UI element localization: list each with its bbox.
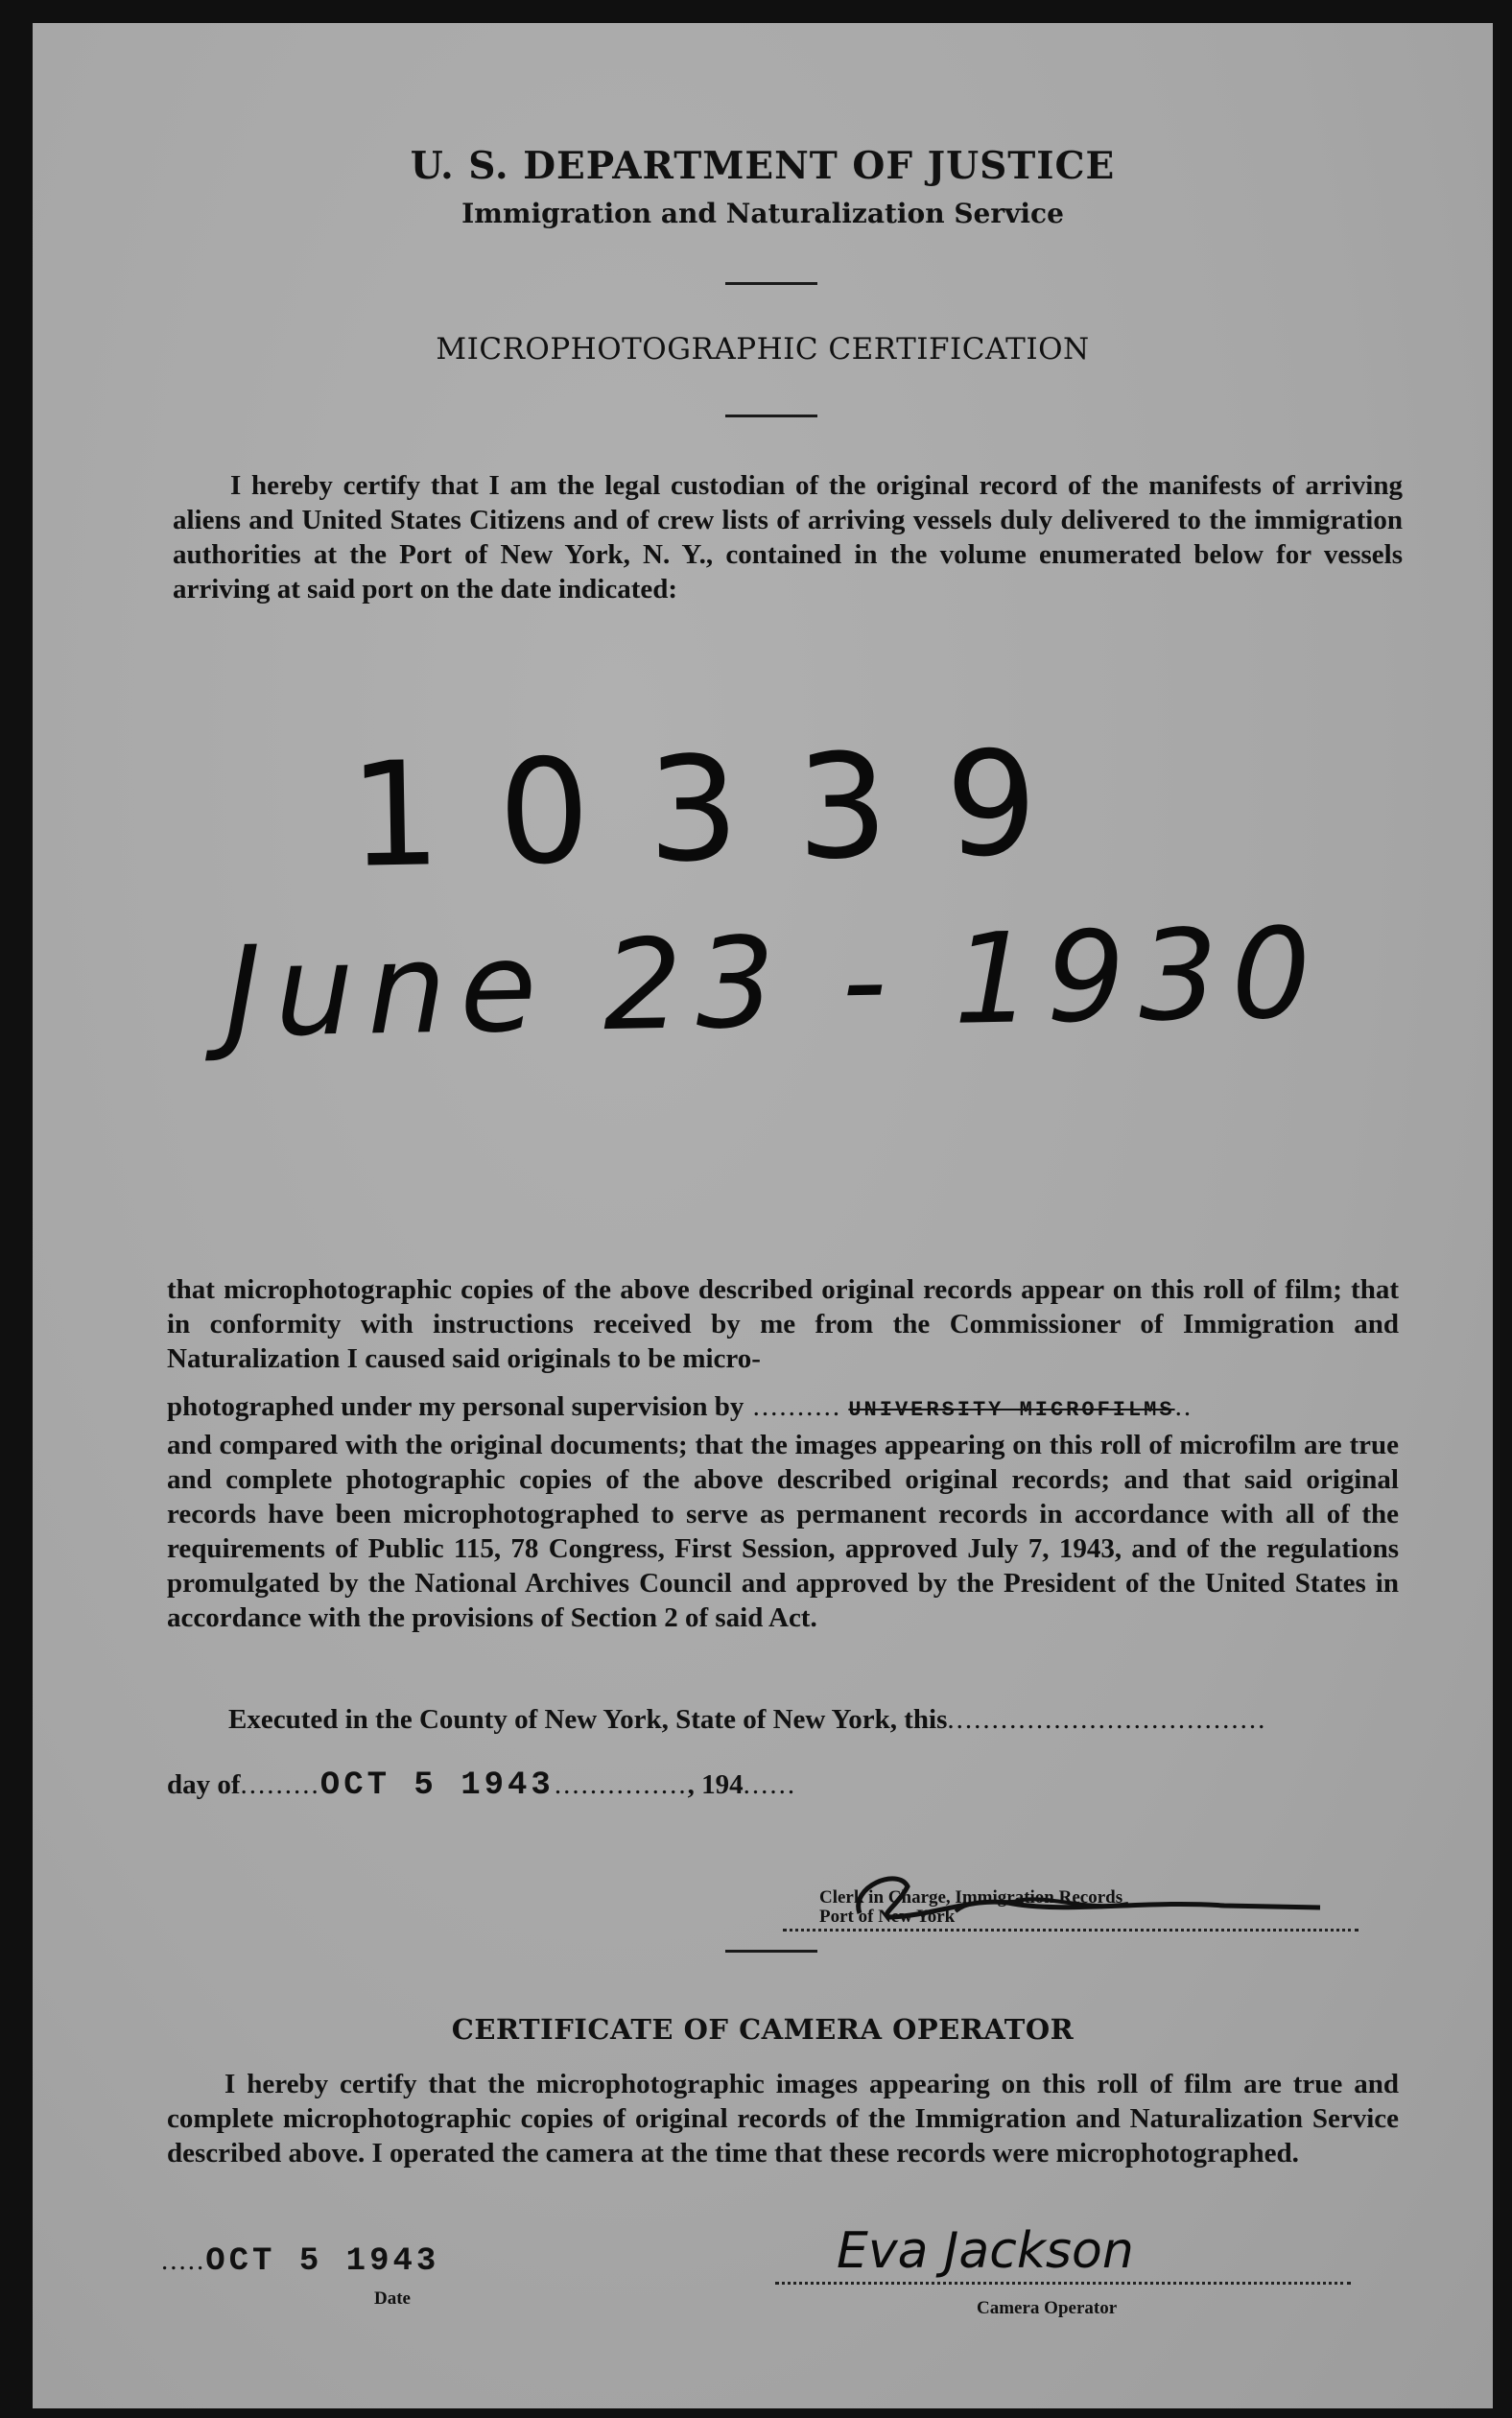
handwritten-volume-number: 10339 xyxy=(347,720,1097,900)
camera-date-stamp: OCT 5 1943 xyxy=(205,2243,440,2280)
year-suffix: , 194 xyxy=(687,1769,744,1800)
day-of-line: day of.........OCT 5 1943..............., 194...... xyxy=(167,1767,797,1804)
camera-operator-label: Camera Operator xyxy=(977,2298,1118,2318)
intro-paragraph: I hereby certify that I am the legal custodian of the original record of the manifests of arriving aliens and United States Citizens and of crew lists of arriving vessels duly delivered to the immigration authorities at the Port of New York, N. Y., contained in the volume enumerated below for vessels arriving at said port on the date indicated: xyxy=(173,470,1403,604)
body-paragraph-continued: and compared with the original documents; that the images appearing on this roll of microfilm are true and complete photographic copies of the above described original records; and that said original records have been microphotographed to serve as permanent records in accordance with all of the requirements of Public 115, 78 Congress, First Session, approved July 7, 1943, and of the regulations promulgated by the National Archives Council and approved by the President of the United States in accordance with the provisions of Section 2 of said Act. xyxy=(167,1430,1399,1633)
divider xyxy=(725,415,817,417)
executed-text: Executed in the County of New York, State of New York, this xyxy=(228,1704,948,1735)
photographed-by-label: photographed under my personal supervision by xyxy=(167,1391,744,1422)
department-heading: U. S. DEPARTMENT OF JUSTICE xyxy=(410,144,1116,188)
stamped-date: OCT 5 1943 xyxy=(319,1767,555,1804)
clerk-port: Port of New York xyxy=(819,1907,956,1927)
body-paragraph: that microphotographic copies of the above described original records appear on this roll of film; that in conformity with instructions received by me from the Commissioner of Immigration and Naturalization I caused said originals to be micro- xyxy=(167,1274,1399,1374)
clerk-title: Clerk in Charge, Immigration Records xyxy=(819,1887,1123,1908)
certification-title: MICROPHOTOGRAPHIC CERTIFICATION xyxy=(436,332,1090,367)
divider xyxy=(725,282,817,285)
executed-line: Executed in the County of New York, State of New York, this.................................... xyxy=(228,1704,1267,1735)
camera-certificate-title: CERTIFICATE OF CAMERA OPERATOR xyxy=(451,2013,1075,2046)
day-of-label: day of xyxy=(167,1769,241,1800)
camera-date-line: .....OCT 5 1943 xyxy=(161,2243,440,2280)
photographer-stamp: UNIVERSITY MICROFILMS xyxy=(848,1398,1175,1422)
camera-certificate-text: I hereby certify that the microphotographic images appearing on this roll of film are true and complete microphotographic copies of original records of the Immigration and Naturalization Service described above. I operated the camera at the time that these records were microphotographed. xyxy=(167,2069,1399,2169)
divider xyxy=(725,1950,817,1953)
date-label: Date xyxy=(374,2288,411,2309)
photographer-line: photographed under my personal supervision by .......... UNIVERSITY MICROFILMS.. xyxy=(167,1391,1193,1422)
operator-signature: Eva Jackson xyxy=(837,2222,1134,2280)
handwritten-date: June 23 - 1930 xyxy=(223,900,1326,1065)
certificate-page xyxy=(33,23,1493,2408)
camera-operator-signature-line xyxy=(775,2220,1351,2285)
service-subheading: Immigration and Naturalization Service xyxy=(461,198,1064,229)
